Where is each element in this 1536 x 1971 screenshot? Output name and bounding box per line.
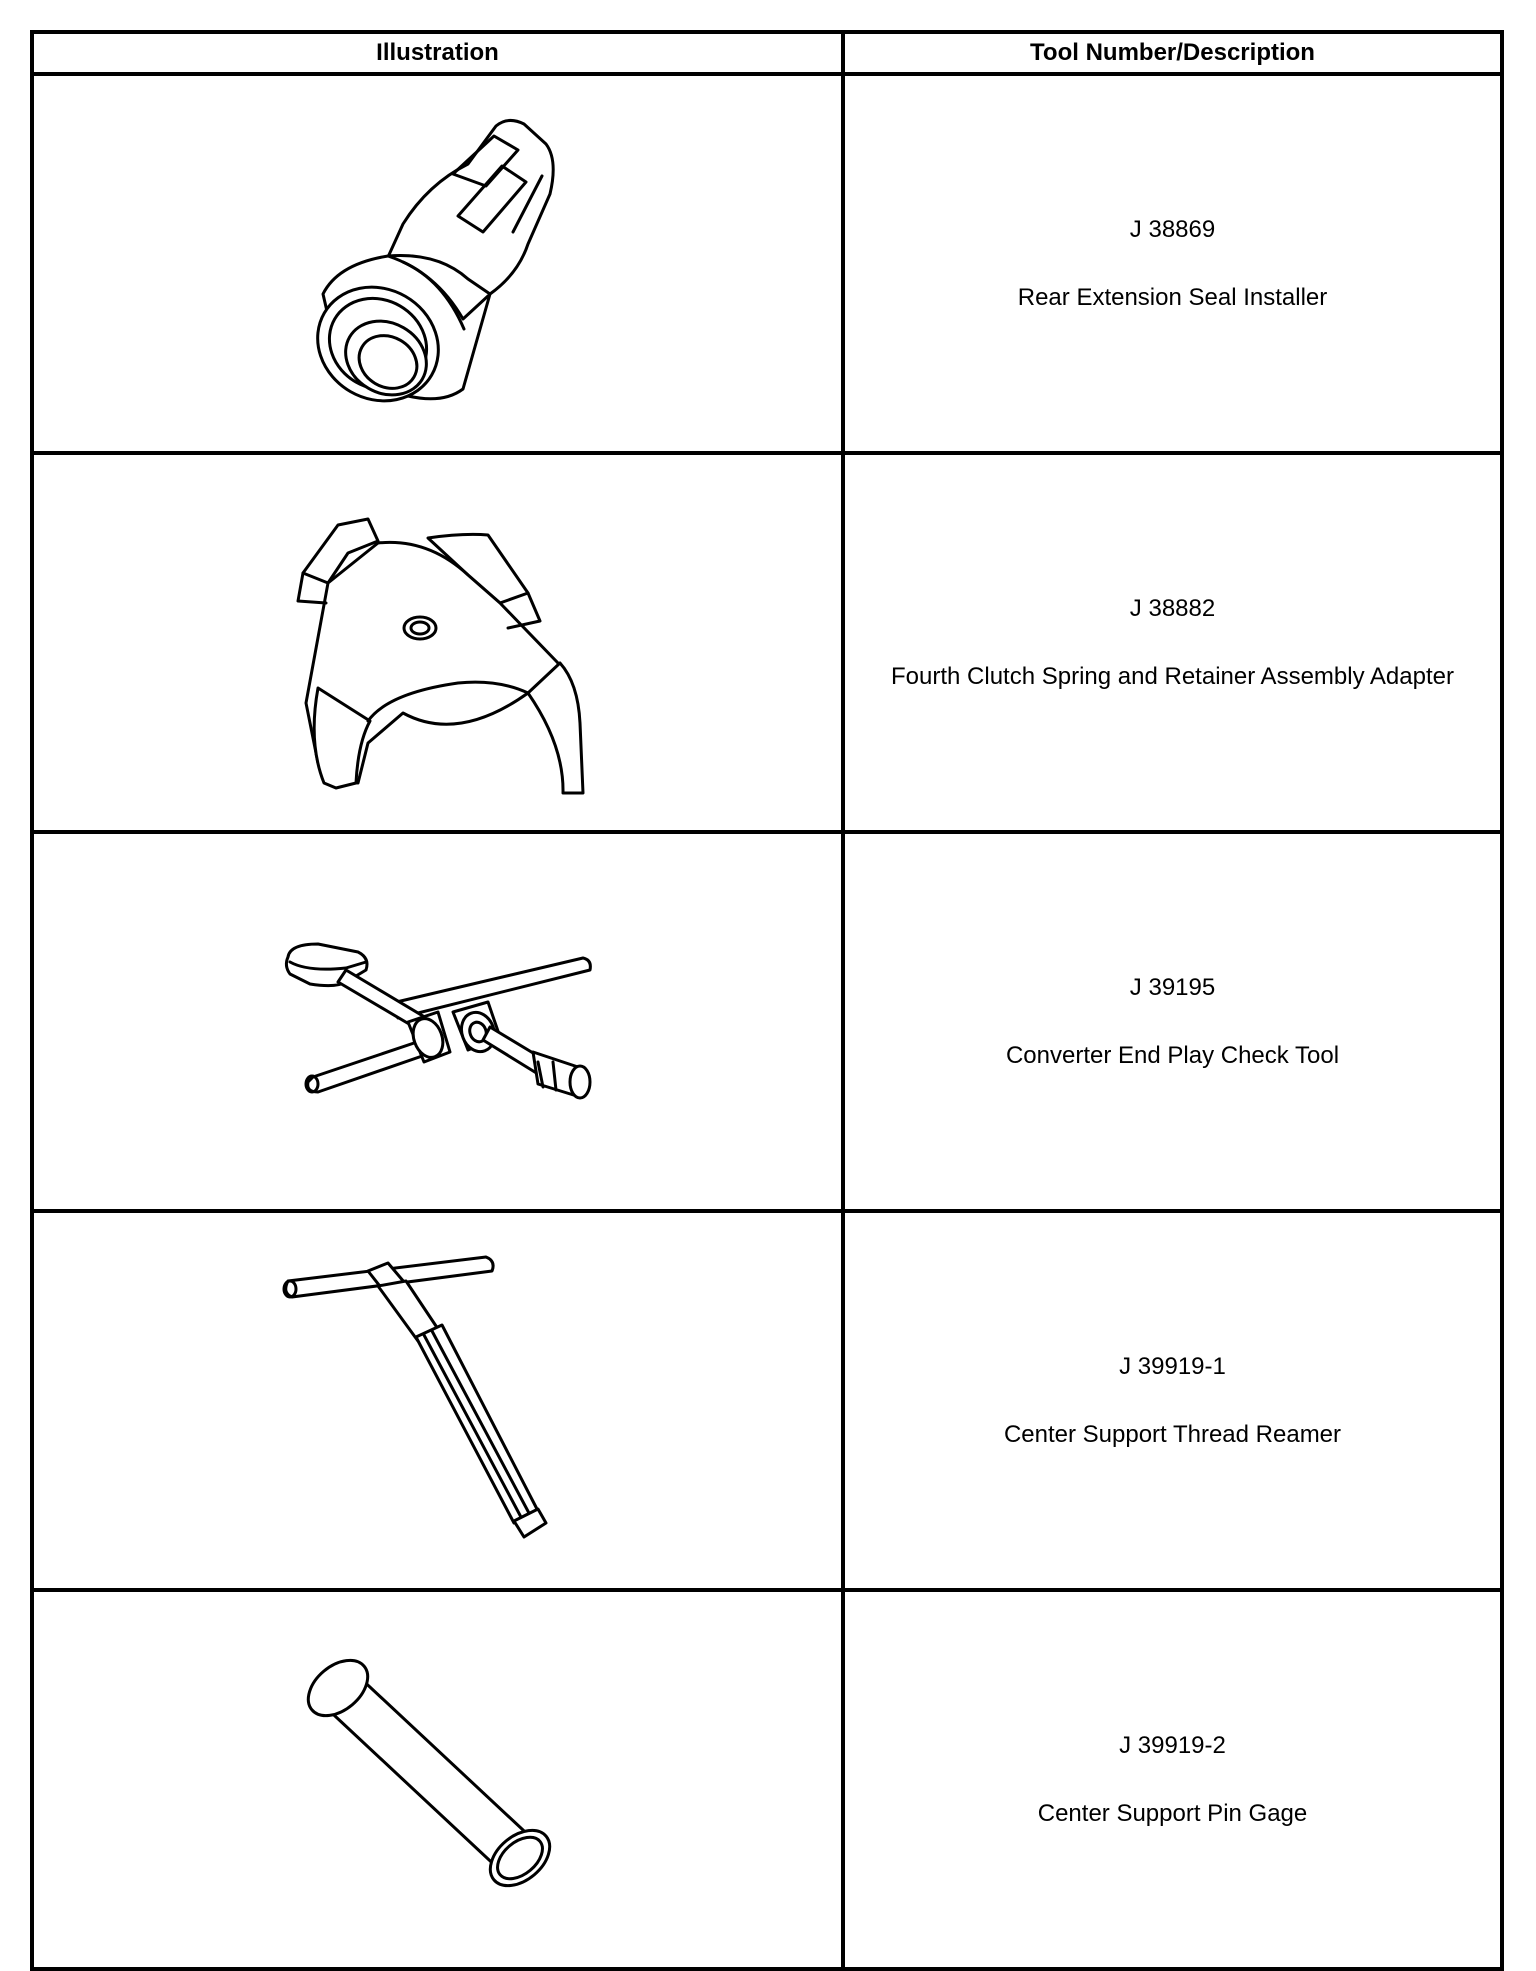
tool-number: J 38882 [1129, 594, 1216, 622]
tool-name: Center Support Pin Gage [1037, 1799, 1308, 1827]
tool-name: Rear Extension Seal Installer [1017, 283, 1328, 311]
tool-number: J 39195 [1129, 973, 1216, 1001]
end-play-check-tool-icon [228, 862, 648, 1182]
header-row [32, 32, 1502, 74]
description-cell [843, 832, 1502, 1211]
tool-name: Fourth Clutch Spring and Retainer Assembly Adapter [891, 662, 1454, 690]
illustration-cell [32, 74, 843, 453]
illustration-cell [32, 453, 843, 832]
header-illustration: Illustration [32, 32, 843, 74]
seal-installer-icon [228, 104, 648, 424]
tool-name: Center Support Thread Reamer [1003, 1420, 1342, 1448]
table-row [32, 74, 1502, 453]
tool-number: J 38869 [1129, 215, 1216, 243]
table-row [32, 832, 1502, 1211]
illustration-cell [32, 1590, 843, 1969]
illustration-cell [32, 1211, 843, 1590]
tool-table [30, 30, 1504, 1971]
table-row [32, 1590, 1502, 1969]
tool-number: J 39919-1 [1119, 1352, 1226, 1380]
description-cell [843, 74, 1502, 453]
thread-reamer-icon [228, 1241, 648, 1561]
table-row [32, 1211, 1502, 1590]
pin-gage-icon [228, 1620, 648, 1940]
description-cell [843, 1211, 1502, 1590]
spring-retainer-adapter-icon [228, 483, 648, 803]
tool-number: J 39919-2 [1119, 1731, 1226, 1759]
tool-name: Converter End Play Check Tool [1005, 1041, 1340, 1069]
illustration-cell [32, 832, 843, 1211]
header-tool-description: Tool Number/Description [843, 32, 1502, 74]
description-cell [843, 453, 1502, 832]
table-row [32, 453, 1502, 832]
description-cell [843, 1590, 1502, 1969]
